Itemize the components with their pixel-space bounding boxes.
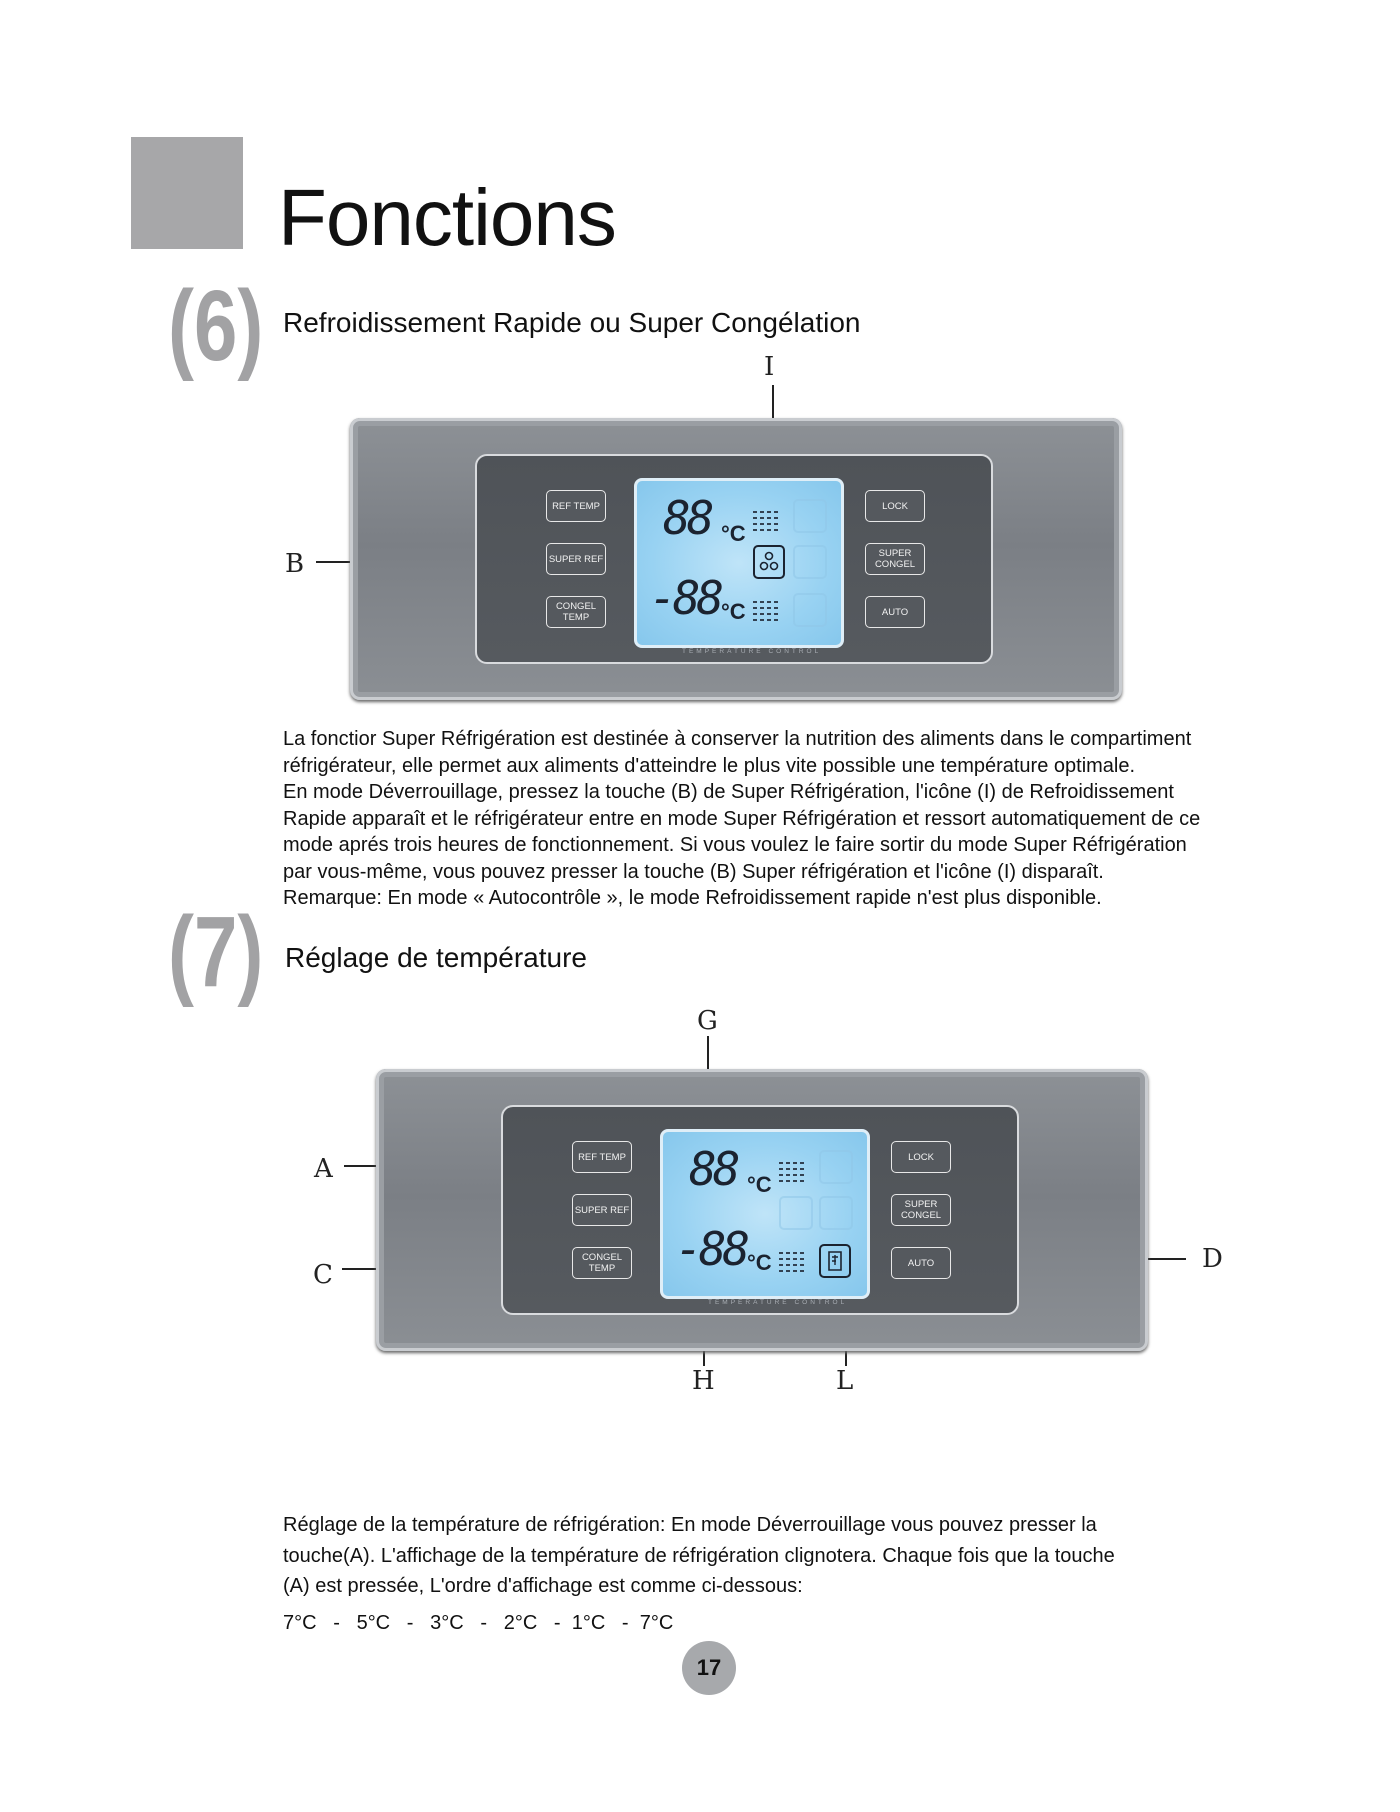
s7-line-2: touche(A). L'affichage de la température de réfrigération clignotera. Chaque fois que la touche [283, 1544, 1115, 1567]
callout-c: C [313, 1260, 333, 1290]
s6-line-2: réfrigérateur, elle permet aux aliments d'atteindre le plus vite possible une température optimale. [283, 754, 1136, 777]
panel-1-inner [475, 454, 993, 664]
callout-a: A [314, 1154, 333, 1184]
temperature-sequence: 7°C - 5°C - 3°C - 2°C - 1°C - 7°C [283, 1611, 674, 1634]
freezer-level-bars [779, 1252, 807, 1276]
auto-button[interactable]: AUTO [865, 596, 925, 628]
super-congel-button[interactable]: SUPER CONGEL [891, 1194, 951, 1226]
control-panel-2 [376, 1069, 1148, 1351]
snowflake-icon [819, 1196, 853, 1230]
lcd-bottom-unit: °C [721, 599, 746, 624]
ref-temp-button[interactable]: REF TEMP [572, 1141, 632, 1173]
fridge-level-bars [779, 1162, 807, 1186]
lcd-display-2 [660, 1129, 870, 1299]
panel-2-inner [501, 1105, 1019, 1315]
super-ref-button[interactable]: SUPER REF [546, 543, 606, 575]
callout-d: D [1202, 1244, 1223, 1274]
lcd-bottom-unit: °C [747, 1250, 772, 1275]
section-6-paragraph [283, 726, 1200, 912]
page-number-badge: 17 [682, 1641, 736, 1695]
lock-icon [793, 499, 827, 533]
lock-icon [819, 1150, 853, 1184]
super-congel-button[interactable]: SUPER CONGEL [865, 543, 925, 575]
s6-line-4: Rapide apparaît et le réfrigérateur entre en mode Super Réfrigération et ressort automatiquement de ce [283, 807, 1201, 830]
callout-h: H [692, 1366, 715, 1396]
congel-temp-button[interactable]: CONGEL TEMP [572, 1247, 632, 1279]
snowflake-icon [793, 545, 827, 579]
lock-button[interactable]: LOCK [865, 490, 925, 522]
auto-mode-icon [819, 1244, 851, 1278]
lcd-bottom-digits: -88 [675, 1222, 747, 1276]
s6-line-5: mode aprés trois heures de fonctionnement. Si vous voulez le faire sortir du mode Super Réfrigération [283, 834, 1187, 856]
lcd-caption-2: TEMPERATURE CONTROL [708, 1299, 848, 1306]
section-7-number: (7) [168, 896, 264, 1008]
fridge-level-bars [753, 511, 781, 535]
section-6-number: (6) [168, 270, 264, 382]
header-square [131, 137, 243, 249]
callout-l: L [836, 1366, 854, 1396]
auto-mode-icon [793, 593, 827, 627]
lcd-caption-1: TEMPERATURE CONTROL [682, 648, 822, 655]
lcd-display-1 [634, 478, 844, 648]
auto-button[interactable]: AUTO [891, 1247, 951, 1279]
quick-cooling-icon [779, 1196, 813, 1230]
lcd-top-unit: °C [721, 521, 746, 546]
s6-line-7: Remarque: En mode « Autocontrôle », le mode Refroidissement rapide n'est plus disponible. [283, 887, 1102, 909]
section-7-paragraph [283, 1512, 1115, 1636]
ref-temp-button[interactable]: REF TEMP [546, 490, 606, 522]
control-panel-1 [350, 418, 1122, 700]
freezer-level-bars [753, 601, 781, 625]
s7-line-1: Réglage de la température de réfrigération: En mode Déverrouillage vous pouvez presser la [283, 1514, 1097, 1536]
s7-line-3: (A) est pressée, L'ordre d'affichage est comme ci-dessous: [283, 1575, 803, 1597]
lcd-top-unit: °C [747, 1172, 772, 1197]
lcd-bottom-digits: -88 [649, 571, 721, 625]
congel-temp-button[interactable]: CONGEL TEMP [546, 596, 606, 628]
page-title: Fonctions [278, 173, 616, 262]
s6-line-3: En mode Déverrouillage, pressez la touche (B) de Super Réfrigération, l'icône (I) de Refroidissement [283, 781, 1174, 803]
section-6-title: Refroidissement Rapide ou Super Congélation [283, 307, 861, 338]
callout-i: I [764, 352, 775, 382]
lock-button[interactable]: LOCK [891, 1141, 951, 1173]
quick-cooling-icon [753, 545, 785, 579]
section-7-title: Réglage de température [285, 942, 587, 973]
lcd-top-digits: 88 [689, 1142, 737, 1196]
s6-line-6: par vous-même, vous pouvez presser la touche (B) Super réfrigération et l'icône (I) disparaît. [283, 860, 1104, 883]
s6-line-1: La fonctior Super Réfrigération est destinée à conserver la nutrition des aliments dans le compartiment [283, 728, 1192, 750]
callout-b: B [285, 549, 305, 579]
super-ref-button[interactable]: SUPER REF [572, 1194, 632, 1226]
callout-g: G [697, 1006, 718, 1036]
lcd-top-digits: 88 [663, 491, 711, 545]
